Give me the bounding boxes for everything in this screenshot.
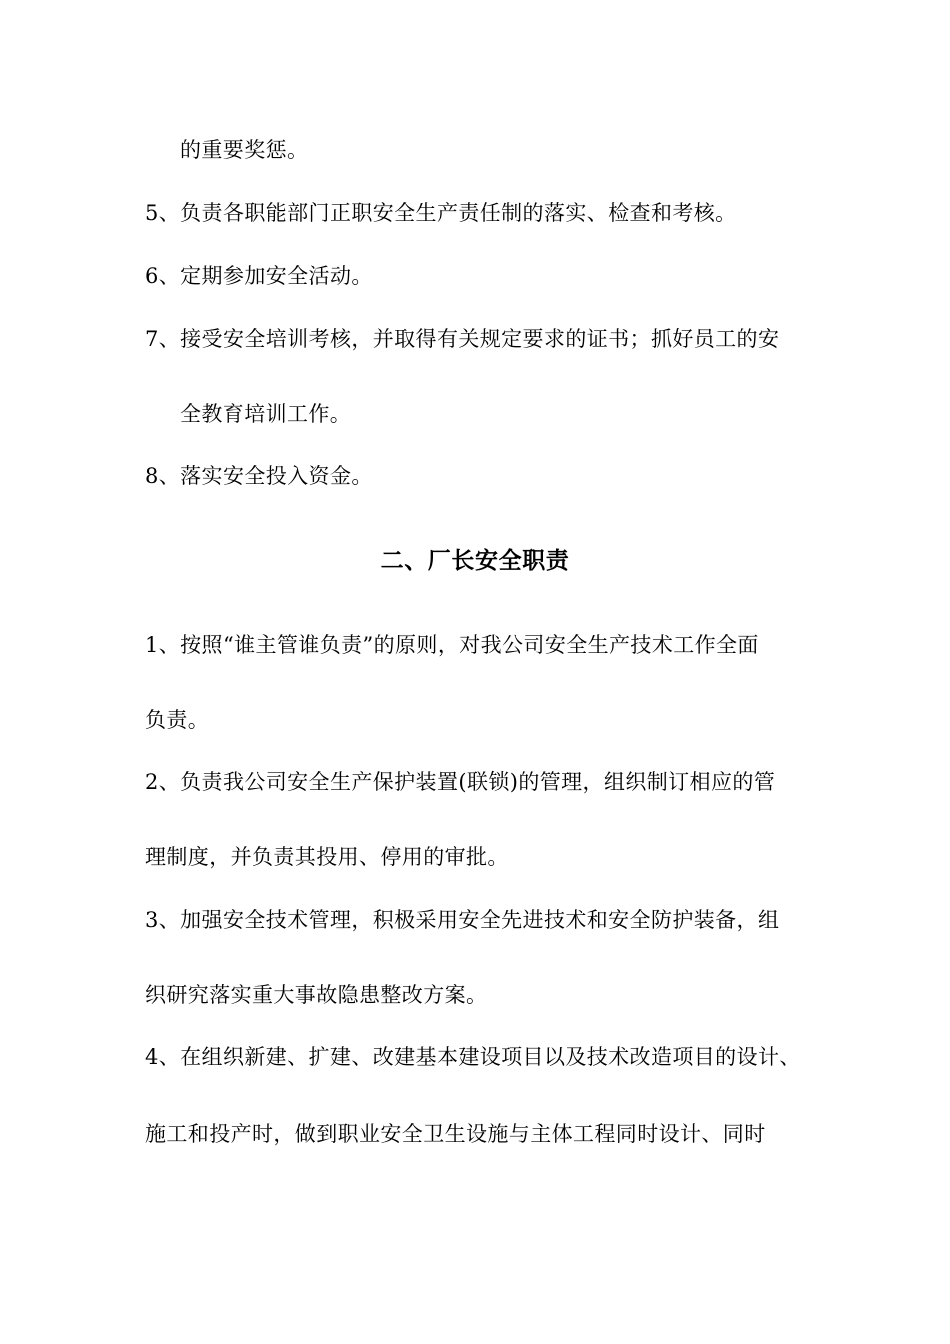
list-item-7: 7、接受安全培训考核，并取得有关规定要求的证书；抓好员工的安 <box>145 327 780 351</box>
list-item-1: 1、按照“谁主管谁负责”的原则，对我公司安全生产技术工作全面 <box>145 633 759 657</box>
list-item-8: 8、落实安全投入资金。 <box>145 464 373 488</box>
paragraph-line: 的重要奖惩。 <box>180 138 309 162</box>
list-item-7-continuation: 全教育培训工作。 <box>180 402 352 426</box>
list-item-2-continuation: 理制度，并负责其投用、停用的审批。 <box>145 845 509 869</box>
list-item-2: 2、负责我公司安全生产保护装置(联锁)的管理，组织制订相应的管 <box>145 770 776 794</box>
list-item-4-continuation: 施工和投产时，做到职业安全卫生设施与主体工程同时设计、同时 <box>145 1122 766 1146</box>
section-heading: 二、厂长安全职责 <box>380 547 570 574</box>
list-item-4: 4、在组织新建、扩建、改建基本建设项目以及技术改造项目的设计、 <box>145 1045 801 1069</box>
list-item-3: 3、加强安全技术管理，积极采用安全先进技术和安全防护装备，组 <box>145 908 780 932</box>
list-item-5: 5、负责各职能部门正职安全生产责任制的落实、检查和考核。 <box>145 201 737 225</box>
list-item-3-continuation: 织研究落实重大事故隐患整改方案。 <box>145 983 488 1007</box>
list-item-1-continuation: 负责。 <box>145 708 210 732</box>
list-item-6: 6、定期参加安全活动。 <box>145 264 373 288</box>
